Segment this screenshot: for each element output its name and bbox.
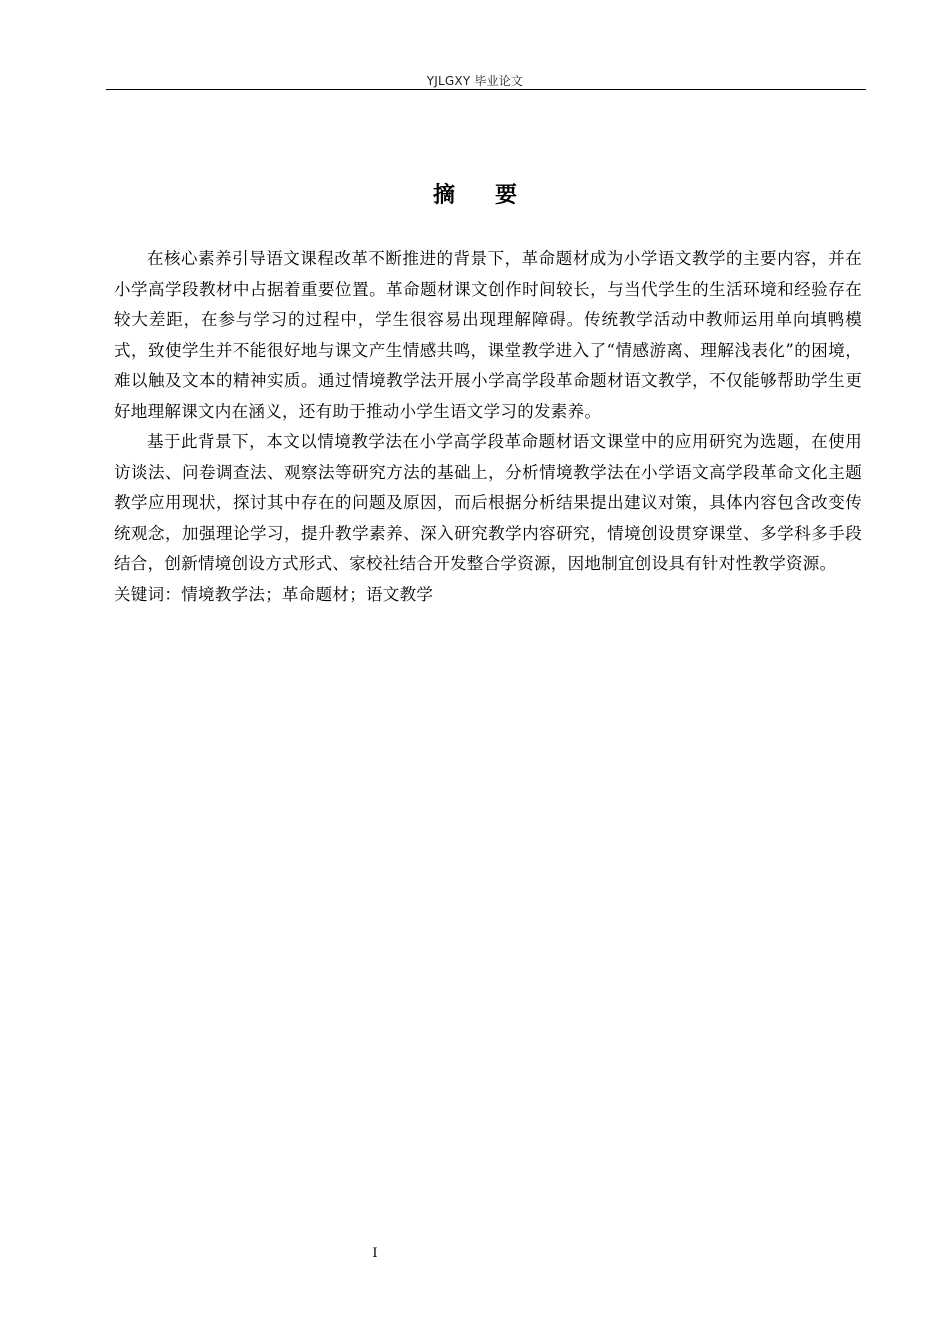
abstract-body — [114, 244, 862, 610]
keywords-label: 关键词： — [114, 584, 182, 604]
abstract-paragraph-1: 在核心素养引导语文课程改革不断推进的背景下，革命题材成为小学语文教学的主要内容，并在小学高学段教材中占据着重要位置。革命题材课文创作时间较长，与当代学生的生活环境和经验存在较大差距，在参与学习的过程中，学生很容易出现理解障碍。传统教学活动中教师运用单向填鸭模式，致使学生并不能很好地与课文产生情感共鸣，课堂教学进入了“情感游离、理解浅表化”的困境，难以触及文本的精神实质。通过情境教学法开展小学高学段革命题材语文教学，不仅能够帮助学生更好地理解课文内在涵义，还有助于推动小学生语文学习的发素养。 — [114, 249, 862, 421]
header-divider — [106, 89, 866, 90]
keywords-line — [114, 580, 862, 611]
keywords-value: 情境教学法；革命题材；语文教学 — [181, 584, 434, 604]
running-header: YJLGXY 毕业论文 — [426, 74, 524, 88]
page-number: I — [372, 1246, 378, 1261]
page-title: 摘要 — [432, 183, 557, 208]
abstract-paragraph-2: 基于此背景下，本文以情境教学法在小学高学段革命题材语文课堂中的应用研究为选题，在使用访谈法、问卷调查法、观察法等研究方法的基础上，分析情境教学法在小学语文高学段革命文化主题教学应用现状，探讨其中存在的问题及原因，而后根据分析结果提出建议对策，具体内容包含改变传统观念，加强理论学习，提升教学素养、深入研究教学内容研究，情境创设贯穿课堂、多学科多手段结合，创新情境创设方式形式、家校社结合开发整合学资源，因地制宜创设具有针对性教学资源。 — [114, 432, 862, 573]
